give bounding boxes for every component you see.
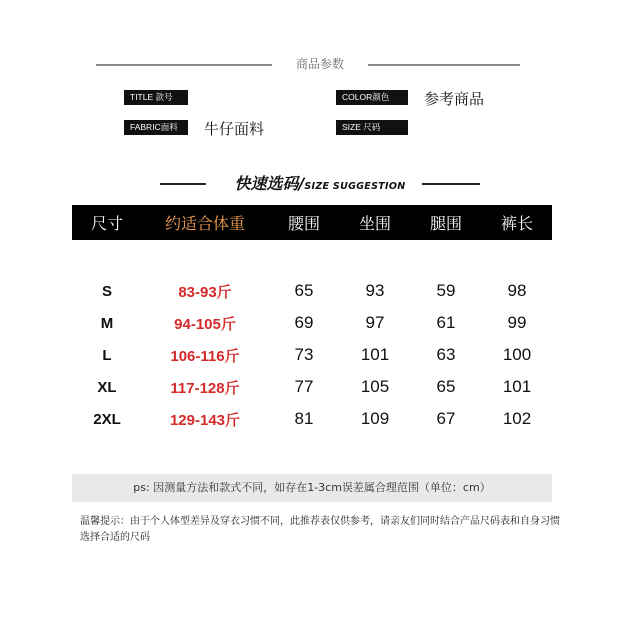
table-row xyxy=(72,339,552,371)
title-tag: TITLE 款号 xyxy=(124,90,188,105)
size-suggestion-title-en: SIZE SUGGESTION xyxy=(304,181,406,192)
cell-thigh: 65 xyxy=(436,377,456,396)
cell-size: XL xyxy=(97,378,117,396)
col-header-waist: 腰围 xyxy=(287,214,320,233)
cell-waist: 69 xyxy=(294,313,314,332)
table-row xyxy=(72,371,552,403)
cell-hip: 97 xyxy=(365,313,385,332)
cell-size: 2XL xyxy=(93,410,121,428)
cell-size: M xyxy=(100,314,114,332)
section-divider-right xyxy=(422,183,480,185)
size-table-header xyxy=(72,205,552,240)
cell-length: 102 xyxy=(502,409,532,428)
measurement-note: ps: 因测量方法和款式不同，如存在1-3cm误差属合理范围（单位：cm） xyxy=(72,474,552,502)
cell-length: 99 xyxy=(507,313,527,332)
product-params-title: 商品参数 xyxy=(295,57,344,71)
cell-hip: 93 xyxy=(365,281,385,300)
header-divider-right xyxy=(368,64,520,66)
header-divider-left xyxy=(96,64,272,66)
cell-size: L xyxy=(102,346,112,364)
size-tag: SIZE 尺码 xyxy=(336,120,408,135)
cell-hip: 105 xyxy=(360,377,390,396)
col-header-weight: 约适合体重 xyxy=(164,214,245,233)
cell-thigh: 59 xyxy=(436,281,456,300)
cell-weight: 83-93斤 xyxy=(178,283,232,301)
color-tag: COLOR颜色 xyxy=(336,90,408,105)
cell-weight: 106-116斤 xyxy=(170,347,240,365)
size-suggestion-title xyxy=(210,171,430,194)
fabric-tag: FABRIC面料 xyxy=(124,120,188,135)
table-row xyxy=(72,275,552,307)
color-value: 参考商品 xyxy=(424,90,485,108)
cell-hip: 101 xyxy=(360,345,390,364)
warm-tips: 温馨提示：由于个人体型差异及穿衣习惯不同，此推荐表仅供参考，请亲友们同时结合产品尺码表和自身习惯选择合适的尺码 xyxy=(80,516,560,543)
cell-weight: 94-105斤 xyxy=(174,315,236,333)
cell-length: 101 xyxy=(502,377,532,396)
col-header-size: 尺寸 xyxy=(90,214,123,233)
cell-thigh: 63 xyxy=(436,345,456,364)
fabric-value: 牛仔面料 xyxy=(204,120,265,138)
cell-thigh: 61 xyxy=(436,313,456,332)
cell-length: 98 xyxy=(507,281,527,300)
cell-waist: 73 xyxy=(294,345,314,364)
cell-waist: 77 xyxy=(294,377,314,396)
size-table-body xyxy=(72,275,552,435)
section-divider-left xyxy=(160,183,206,185)
cell-thigh: 67 xyxy=(436,409,456,428)
cell-weight: 117-128斤 xyxy=(170,379,240,397)
table-row xyxy=(72,403,552,435)
size-suggestion-title-cn: 快速选码/ xyxy=(234,174,305,193)
cell-hip: 109 xyxy=(360,409,390,428)
cell-waist: 65 xyxy=(294,281,314,300)
cell-waist: 81 xyxy=(294,409,314,428)
cell-weight: 129-143斤 xyxy=(169,411,241,429)
col-header-thigh: 腿围 xyxy=(429,214,462,233)
table-row xyxy=(72,307,552,339)
cell-length: 100 xyxy=(502,345,532,364)
col-header-hip: 坐围 xyxy=(358,214,391,233)
cell-size: S xyxy=(101,282,112,300)
col-header-length: 裤长 xyxy=(500,214,533,233)
